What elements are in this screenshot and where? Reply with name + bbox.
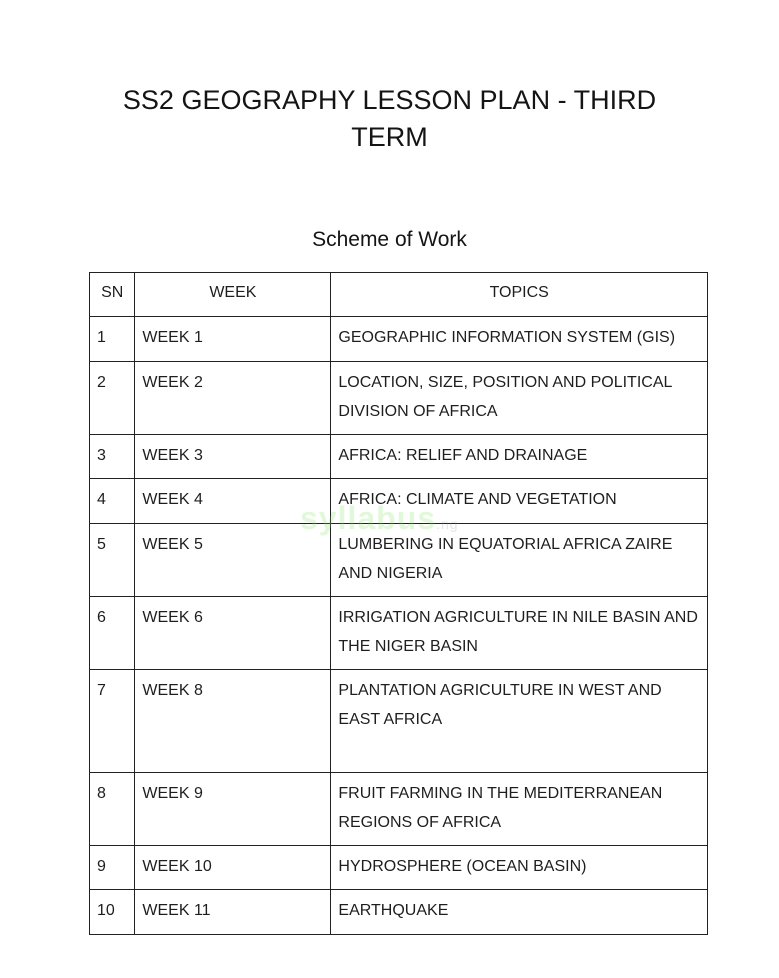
cell-week: WEEK 2 — [135, 362, 331, 435]
cell-week: WEEK 10 — [135, 846, 331, 890]
table-row — [90, 317, 708, 362]
cell-week: WEEK 6 — [135, 597, 331, 670]
header-sn: SN — [90, 273, 135, 317]
table-row — [90, 597, 708, 670]
cell-sn: 10 — [90, 890, 135, 935]
table-row — [90, 670, 708, 773]
cell-topic: LOCATION, SIZE, POSITION AND POLITICAL DIVISION OF AFRICA — [331, 362, 708, 435]
table-row — [90, 846, 708, 890]
header-topics: TOPICS — [331, 273, 708, 317]
cell-topic: LUMBERING IN EQUATORIAL AFRICA ZAIRE AND NIGERIA — [331, 524, 708, 597]
cell-sn: 8 — [90, 773, 135, 846]
cell-sn: 1 — [90, 317, 135, 362]
cell-sn: 5 — [90, 524, 135, 597]
header-week: WEEK — [135, 273, 331, 317]
table-row — [90, 362, 708, 435]
scheme-of-work-table — [89, 272, 708, 935]
table-row — [90, 773, 708, 846]
cell-week: WEEK 3 — [135, 435, 331, 479]
watermark: syllabus.ng — [300, 500, 459, 536]
cell-topic: AFRICA: RELIEF AND DRAINAGE — [331, 435, 708, 479]
cell-sn: 3 — [90, 435, 135, 479]
cell-sn: 9 — [90, 846, 135, 890]
cell-topic: HYDROSPHERE (OCEAN BASIN) — [331, 846, 708, 890]
cell-sn: 6 — [90, 597, 135, 670]
cell-week: WEEK 11 — [135, 890, 331, 935]
page-title-text: SS2 GEOGRAPHY LESSON PLAN - THIRD TERM — [122, 85, 657, 152]
cell-topic: FRUIT FARMING IN THE MEDITERRANEAN REGIONS OF AFRICA — [331, 773, 708, 846]
cell-sn: 2 — [90, 362, 135, 435]
cell-week: WEEK 5 — [135, 524, 331, 597]
cell-sn: 7 — [90, 670, 135, 773]
table-row — [90, 890, 708, 935]
cell-week: WEEK 1 — [135, 317, 331, 362]
table-header-row — [90, 273, 708, 317]
cell-sn: 4 — [90, 479, 135, 524]
cell-topic: IRRIGATION AGRICULTURE IN NILE BASIN AND THE NIGER BASIN — [331, 597, 708, 670]
cell-week: WEEK 8 — [135, 670, 331, 773]
cell-week: WEEK 4 — [135, 479, 331, 524]
cell-topic: GEOGRAPHIC INFORMATION SYSTEM (GIS) — [331, 317, 708, 362]
cell-topic: AFRICA: CLIMATE AND VEGETATION — [331, 479, 708, 524]
cell-topic: EARTHQUAKE — [331, 890, 708, 935]
table-row — [90, 435, 708, 479]
cell-topic: PLANTATION AGRICULTURE IN WEST AND EAST AFRICA — [331, 670, 708, 773]
cell-week: WEEK 9 — [135, 773, 331, 846]
page-title — [0, 82, 779, 156]
section-subtitle: Scheme of Work — [312, 228, 467, 251]
